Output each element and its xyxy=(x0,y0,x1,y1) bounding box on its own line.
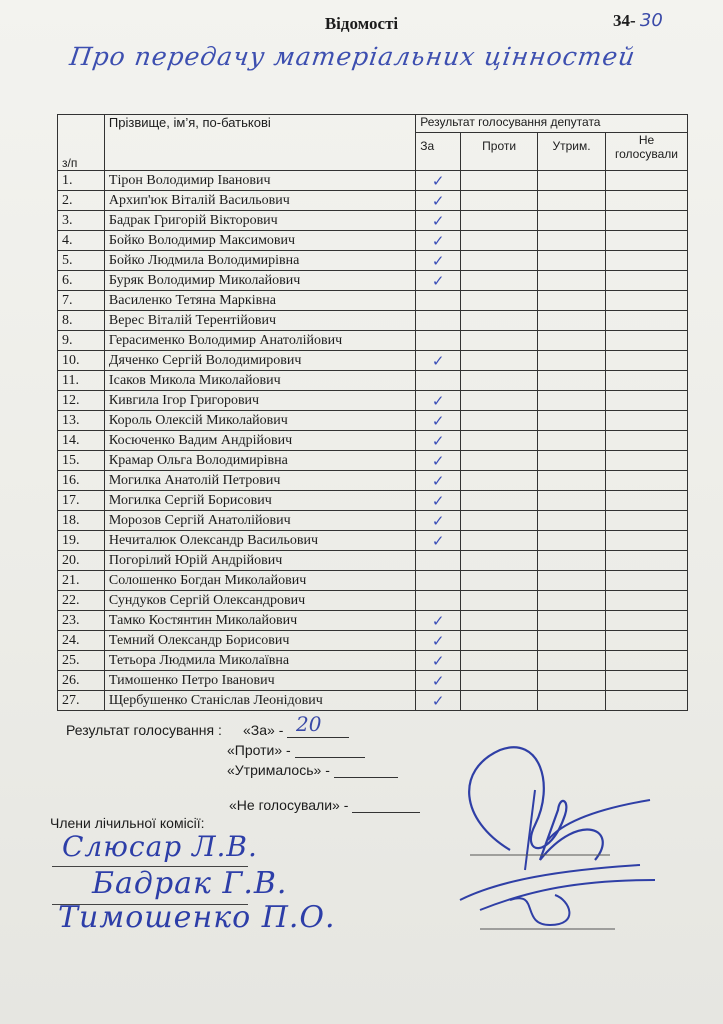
vote-za-cell: ✓ xyxy=(416,631,461,651)
vote-utrym-cell xyxy=(538,251,606,271)
row-number: 27. xyxy=(58,691,105,711)
deputy-name: Солошенко Богдан Миколайович xyxy=(104,571,415,591)
vote-proty-cell xyxy=(461,331,538,351)
deputy-name: Тетьора Людмила Миколаївна xyxy=(104,651,415,671)
vote-utrym-cell xyxy=(538,311,606,331)
table-row xyxy=(58,231,688,251)
row-number: 17. xyxy=(58,491,105,511)
table-row xyxy=(58,471,688,491)
table-row xyxy=(58,391,688,411)
vote-utrym-cell xyxy=(538,271,606,291)
vote-ne-golos-cell xyxy=(605,671,687,691)
table-row xyxy=(58,691,688,711)
vote-proty-cell xyxy=(461,691,538,711)
deputy-name: Тірон Володимир Іванович xyxy=(104,171,415,191)
row-number: 8. xyxy=(58,311,105,331)
row-number: 18. xyxy=(58,511,105,531)
voting-table xyxy=(57,114,688,711)
vote-proty-cell xyxy=(461,291,538,311)
vote-utrym-cell xyxy=(538,431,606,451)
deputy-name: Король Олексій Миколайович xyxy=(104,411,415,431)
handwritten-subject: Про передачу матеріальних цінностей xyxy=(67,42,638,71)
row-number: 11. xyxy=(58,371,105,391)
voting-table-body xyxy=(58,171,688,711)
document-number xyxy=(613,10,663,31)
vote-proty-cell xyxy=(461,491,538,511)
results-za-label: «За» - xyxy=(243,722,284,738)
table-row xyxy=(58,331,688,351)
vote-za-cell: ✓ xyxy=(416,351,461,371)
deputy-name: Крамар Ольга Володимирівна xyxy=(104,451,415,471)
vote-proty-cell xyxy=(461,411,538,431)
vote-utrym-cell xyxy=(538,351,606,371)
vote-proty-cell xyxy=(461,171,538,191)
table-row xyxy=(58,191,688,211)
vote-proty-cell xyxy=(461,551,538,571)
vote-proty-cell xyxy=(461,391,538,411)
vote-proty-cell xyxy=(461,451,538,471)
column-header-name: Прізвище, ім’я, по-батькові xyxy=(104,115,415,171)
table-row xyxy=(58,251,688,271)
deputy-name: Ісаков Микола Миколайович xyxy=(104,371,415,391)
vote-za-cell xyxy=(416,371,461,391)
table-row xyxy=(58,211,688,231)
vote-proty-cell xyxy=(461,231,538,251)
vote-utrym-cell xyxy=(538,591,606,611)
vote-ne-golos-cell xyxy=(605,191,687,211)
table-row xyxy=(58,511,688,531)
vote-ne-golos-cell xyxy=(605,531,687,551)
vote-ne-golos-cell xyxy=(605,171,687,191)
table-row xyxy=(58,551,688,571)
table-row xyxy=(58,531,688,551)
vote-ne-golos-cell xyxy=(605,451,687,471)
vote-za-cell: ✓ xyxy=(416,471,461,491)
vote-ne-golos-cell xyxy=(605,471,687,491)
results-proty-label: «Проти» - xyxy=(227,742,291,758)
vote-ne-golos-cell xyxy=(605,311,687,331)
vote-utrym-cell xyxy=(538,211,606,231)
vote-utrym-cell xyxy=(538,171,606,191)
column-header-utrym: Утрим. xyxy=(538,133,606,171)
table-row xyxy=(58,311,688,331)
vote-utrym-cell xyxy=(538,291,606,311)
deputy-name: Тимошенко Петро Іванович xyxy=(104,671,415,691)
table-row xyxy=(58,591,688,611)
vote-ne-golos-cell xyxy=(605,411,687,431)
deputy-name: Темний Олександр Борисович xyxy=(104,631,415,651)
vote-utrym-cell xyxy=(538,631,606,651)
deputy-name: Сундуков Сергій Олександрович xyxy=(104,591,415,611)
deputy-name: Верес Віталій Терентійович xyxy=(104,311,415,331)
vote-za-cell: ✓ xyxy=(416,211,461,231)
vote-ne-golos-cell xyxy=(605,211,687,231)
row-number: 25. xyxy=(58,651,105,671)
vote-za-cell xyxy=(416,331,461,351)
deputy-name: Бойко Людмила Володимирівна xyxy=(104,251,415,271)
vote-utrym-cell xyxy=(538,371,606,391)
vote-proty-cell xyxy=(461,251,538,271)
table-row xyxy=(58,411,688,431)
document-title: Відомості xyxy=(324,14,399,33)
vote-ne-golos-cell xyxy=(605,291,687,311)
deputy-name: Нечиталюк Олександр Васильович xyxy=(104,531,415,551)
table-row xyxy=(58,371,688,391)
row-number: 10. xyxy=(58,351,105,371)
row-number: 13. xyxy=(58,411,105,431)
vote-za-cell: ✓ xyxy=(416,271,461,291)
deputy-name: Буряк Володимир Миколайович xyxy=(104,271,415,291)
vote-za-cell: ✓ xyxy=(416,491,461,511)
table-row xyxy=(58,271,688,291)
commission-label: Члени лічильної комісії: xyxy=(50,815,205,831)
vote-utrym-cell xyxy=(538,191,606,211)
deputy-name: Архип'юк Віталій Васильович xyxy=(104,191,415,211)
vote-za-cell: ✓ xyxy=(416,171,461,191)
vote-za-cell xyxy=(416,311,461,331)
vote-za-cell: ✓ xyxy=(416,411,461,431)
vote-utrym-cell xyxy=(538,651,606,671)
vote-proty-cell xyxy=(461,591,538,611)
row-number: 14. xyxy=(58,431,105,451)
table-row xyxy=(58,491,688,511)
deputy-name: Морозов Сергій Анатолійович xyxy=(104,511,415,531)
vote-utrym-cell xyxy=(538,531,606,551)
results-ne-golos-line xyxy=(229,797,420,813)
vote-za-cell: ✓ xyxy=(416,191,461,211)
vote-proty-cell xyxy=(461,371,538,391)
vote-za-cell: ✓ xyxy=(416,251,461,271)
vote-ne-golos-cell xyxy=(605,251,687,271)
deputy-name: Бойко Володимир Максимович xyxy=(104,231,415,251)
row-number: 21. xyxy=(58,571,105,591)
row-number: 3. xyxy=(58,211,105,231)
vote-proty-cell xyxy=(461,271,538,291)
row-number: 20. xyxy=(58,551,105,571)
column-header-za: За xyxy=(416,133,461,171)
vote-ne-golos-cell xyxy=(605,351,687,371)
vote-proty-cell xyxy=(461,431,538,451)
vote-ne-golos-cell xyxy=(605,371,687,391)
vote-za-cell xyxy=(416,291,461,311)
vote-utrym-cell xyxy=(538,471,606,491)
vote-za-cell: ✓ xyxy=(416,531,461,551)
vote-ne-golos-cell xyxy=(605,511,687,531)
vote-ne-golos-cell xyxy=(605,551,687,571)
row-number: 23. xyxy=(58,611,105,631)
row-number: 24. xyxy=(58,631,105,651)
results-utrym-label: «Утрималось» - xyxy=(227,762,330,778)
vote-proty-cell xyxy=(461,511,538,531)
table-row xyxy=(58,431,688,451)
vote-proty-cell xyxy=(461,311,538,331)
vote-za-cell: ✓ xyxy=(416,511,461,531)
vote-utrym-cell xyxy=(538,551,606,571)
row-number: 26. xyxy=(58,671,105,691)
vote-ne-golos-cell xyxy=(605,271,687,291)
results-ne-golos-label: «Не голосували» - xyxy=(229,797,349,813)
vote-za-cell: ✓ xyxy=(416,431,461,451)
deputy-name: Герасименко Володимир Анатолійович xyxy=(104,331,415,351)
vote-ne-golos-cell xyxy=(605,491,687,511)
vote-za-cell: ✓ xyxy=(416,451,461,471)
vote-ne-golos-cell xyxy=(605,691,687,711)
vote-za-cell: ✓ xyxy=(416,671,461,691)
deputy-name: Погорілий Юрій Андрійович xyxy=(104,551,415,571)
table-row xyxy=(58,451,688,471)
vote-utrym-cell xyxy=(538,331,606,351)
vote-utrym-cell xyxy=(538,671,606,691)
results-label: Результат голосування : xyxy=(66,722,222,738)
document-number-handwritten: 30 xyxy=(639,10,663,31)
signature-scribble-chair xyxy=(440,730,680,950)
table-row xyxy=(58,571,688,591)
vote-utrym-cell xyxy=(538,611,606,631)
vote-proty-cell xyxy=(461,571,538,591)
vote-proty-cell xyxy=(461,611,538,631)
vote-proty-cell xyxy=(461,191,538,211)
vote-za-cell xyxy=(416,571,461,591)
row-number: 22. xyxy=(58,591,105,611)
table-row xyxy=(58,611,688,631)
deputy-name: Могилка Сергій Борисович xyxy=(104,491,415,511)
vote-proty-cell xyxy=(461,531,538,551)
deputy-name: Косюченко Вадим Андрійович xyxy=(104,431,415,451)
vote-za-cell: ✓ xyxy=(416,651,461,671)
results-proty-blank xyxy=(295,746,365,758)
vote-ne-golos-cell xyxy=(605,591,687,611)
commission-signature-3: Тимошенко П.О. xyxy=(58,900,336,935)
row-number: 6. xyxy=(58,271,105,291)
results-utrym-blank xyxy=(334,766,398,778)
vote-za-cell xyxy=(416,551,461,571)
vote-ne-golos-cell xyxy=(605,331,687,351)
row-number: 5. xyxy=(58,251,105,271)
vote-proty-cell xyxy=(461,631,538,651)
vote-za-cell: ✓ xyxy=(416,691,461,711)
vote-utrym-cell xyxy=(538,571,606,591)
vote-ne-golos-cell xyxy=(605,231,687,251)
results-ne-golos-blank xyxy=(352,801,420,813)
vote-za-cell xyxy=(416,591,461,611)
vote-za-cell: ✓ xyxy=(416,611,461,631)
column-header-ne-golosuvaly: Не голосували xyxy=(605,133,687,171)
deputy-name: Могилка Анатолій Петрович xyxy=(104,471,415,491)
vote-ne-golos-cell xyxy=(605,611,687,631)
row-number: 7. xyxy=(58,291,105,311)
vote-utrym-cell xyxy=(538,451,606,471)
column-header-result: Результат голосування депутата xyxy=(416,115,688,133)
row-number: 15. xyxy=(58,451,105,471)
vote-proty-cell xyxy=(461,671,538,691)
vote-utrym-cell xyxy=(538,691,606,711)
row-number: 12. xyxy=(58,391,105,411)
table-row xyxy=(58,671,688,691)
table-row xyxy=(58,631,688,651)
vote-proty-cell xyxy=(461,351,538,371)
deputy-name: Василенко Тетяна Марківна xyxy=(104,291,415,311)
vote-utrym-cell xyxy=(538,411,606,431)
vote-ne-golos-cell xyxy=(605,631,687,651)
vote-ne-golos-cell xyxy=(605,391,687,411)
vote-ne-golos-cell xyxy=(605,571,687,591)
deputy-name: Тамко Костянтин Миколайович xyxy=(104,611,415,631)
vote-utrym-cell xyxy=(538,491,606,511)
vote-utrym-cell xyxy=(538,231,606,251)
vote-ne-golos-cell xyxy=(605,651,687,671)
vote-proty-cell xyxy=(461,471,538,491)
results-za-value: 20 xyxy=(296,712,322,736)
deputy-name: Дяченко Сергій Володимирович xyxy=(104,351,415,371)
deputy-name: Бадрак Григорій Вікторович xyxy=(104,211,415,231)
vote-za-cell: ✓ xyxy=(416,231,461,251)
row-number: 1. xyxy=(58,171,105,191)
row-number: 9. xyxy=(58,331,105,351)
commission-signature-2: Бадрак Г.В. xyxy=(92,866,288,901)
vote-ne-golos-cell xyxy=(605,431,687,451)
deputy-name: Кивгила Ігор Григорович xyxy=(104,391,415,411)
row-number: 19. xyxy=(58,531,105,551)
table-row xyxy=(58,171,688,191)
deputy-name: Щербушенко Станіслав Леонідович xyxy=(104,691,415,711)
table-row xyxy=(58,651,688,671)
commission-signature-1: Слюсар Л.В. xyxy=(62,830,258,863)
vote-za-cell: ✓ xyxy=(416,391,461,411)
vote-utrym-cell xyxy=(538,391,606,411)
table-row xyxy=(58,351,688,371)
row-number: 4. xyxy=(58,231,105,251)
row-number: 16. xyxy=(58,471,105,491)
results-proty-line xyxy=(227,742,365,758)
column-header-number: з/п xyxy=(58,115,105,171)
vote-proty-cell xyxy=(461,651,538,671)
vote-proty-cell xyxy=(461,211,538,231)
table-row xyxy=(58,291,688,311)
row-number: 2. xyxy=(58,191,105,211)
column-header-proty: Проти xyxy=(461,133,538,171)
document-number-printed: 34- xyxy=(613,11,636,30)
results-utrym-line xyxy=(227,762,398,778)
vote-utrym-cell xyxy=(538,511,606,531)
